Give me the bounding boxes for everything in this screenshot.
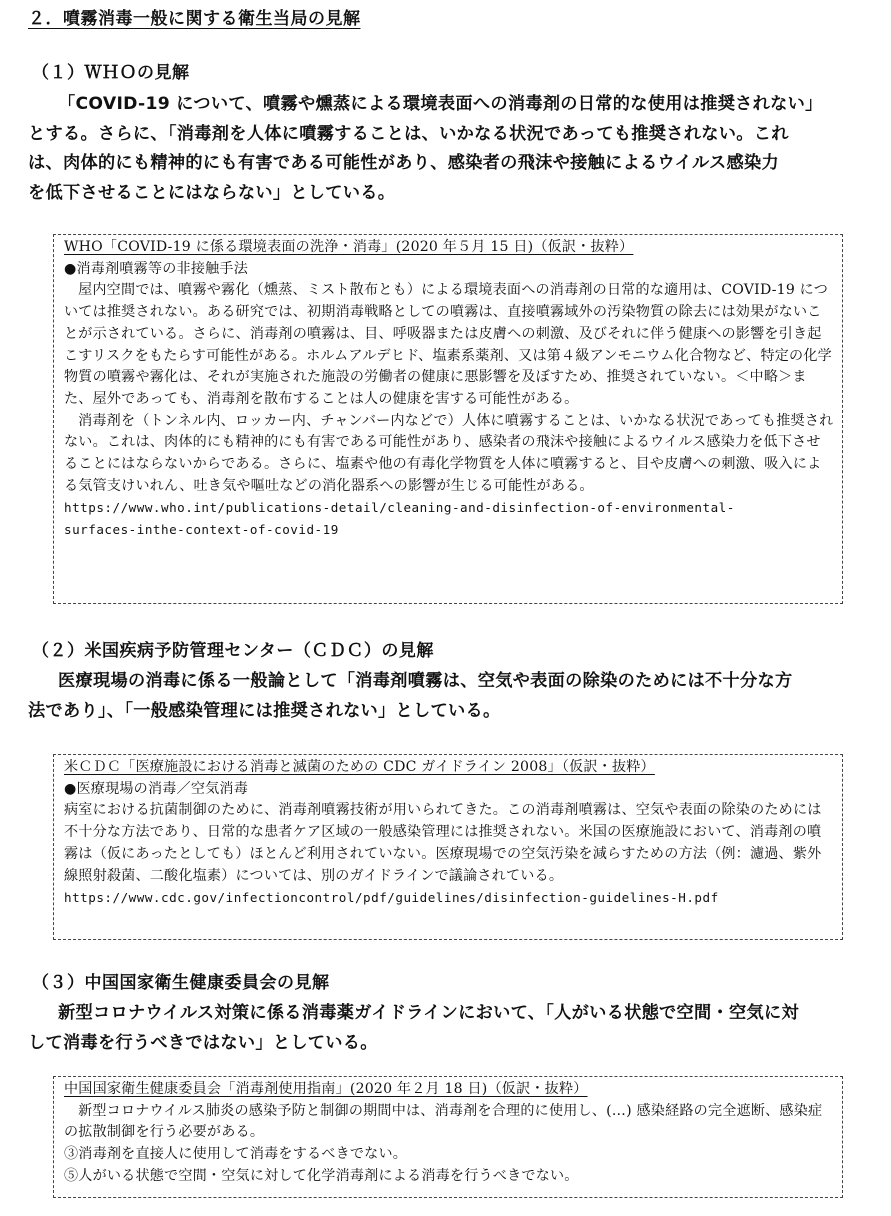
cdc-quote-subheading: ●医療現場の消毒／空気消毒 xyxy=(64,780,249,797)
who-paragraph-line-2: とする。さらに、「消毒剤を人体に噴霧することは、いかなる状況であっても推奨されない。これ xyxy=(28,123,789,144)
who-quote-url-line-2: surfaces-inthe-context-of-covid-19 xyxy=(64,522,339,538)
who-quote-url-line-1: https://www.who.int/publications-detail/cleaning-and-disinfection-of-environmental- xyxy=(64,500,735,516)
china-heading: （３）中国国家衛生健康委員会の見解 xyxy=(32,973,330,993)
who-heading: （１）ＷＨＯの見解 xyxy=(32,63,190,83)
section-title: 噴霧消毒一般に関する衛生当局の見解 xyxy=(63,9,361,29)
who-quote-subheading: ●消毒剤噴霧等の非接触手法 xyxy=(64,260,249,277)
china-quote-para-1: 新型コロナウイルス肺炎の感染予防と制御の期間中は、消毒剤を合理的に使用し、(…) 感染経路の完全遮断、感染症の拡散制御を行う必要がある。 xyxy=(64,1102,823,1141)
china-paragraph xyxy=(28,999,868,1058)
china-paragraph-line-1: 新型コロナウイルス対策に係る消毒薬ガイドラインにおいて、「人がいる状態で空間・空気に対 xyxy=(58,1003,799,1023)
china-quote-item-3: ③消毒剤を直接人に使用して消毒をするべきでない。 xyxy=(64,1146,408,1163)
cdc-quote-title: 米ＣＤＣ「医療施設における消毒と滅菌のための CDC ガイドライン 2008」（仮訳・抜粋） xyxy=(64,759,655,775)
cdc-quote-box xyxy=(53,754,843,940)
section-heading xyxy=(28,8,361,30)
who-paragraph xyxy=(28,90,868,208)
cdc-paragraph xyxy=(28,667,868,726)
cdc-quote-url: https://www.cdc.gov/infectioncontrol/pdf/guidelines/disinfection-guidelines-H.pdf xyxy=(64,890,719,906)
cdc-paragraph-line-2: 法であり」、「一般感染管理には推奨されない」としている。 xyxy=(28,700,501,721)
cdc-heading: （２）米国疾病予防管理センター（ＣＤＣ）の見解 xyxy=(32,641,434,661)
who-quote-box xyxy=(53,234,843,604)
who-paragraph-line-4: を低下させることにはならない」としている。 xyxy=(28,182,396,203)
who-quote-para-1: 屋内空間では、噴霧や霧化（燻蒸、ミスト散布とも）による環境表面への消毒剤の日常的な適用は、COVID-19 については推奨されない。ある研究では、初期消毒戦略としての噴霧は、直接噴霧域外の汚染物質の除去には効果がないことが示されている。さらに、消毒剤の噴霧は、目、呼吸器または皮膚への刺激、及びそれに伴う健康への影響を引き起こすリスクをもたらす可能性がある。ホルムアルデヒド、塩素系薬剤、又は第４級アンモニウム化合物など、特定の化学物質の噴霧や霧化は、それが実施された施設の労働者の健康に悪影響を及ぼすため、推奨されていない。＜中略＞また、屋外であっても、消毒剤を散布することは人の健康を害する可能性がある。 xyxy=(64,282,832,407)
china-quote-item-5: ⑤人がいる状態で空間・空気に対して化学消毒剤による消毒を行うべきでない。 xyxy=(64,1167,579,1184)
section-number: ２． xyxy=(28,9,63,29)
who-quote-title: WHO「COVID-19 に係る環境表面の洗浄・消毒」(2020 年５月 15 日)（仮訳・抜粋） xyxy=(64,239,634,255)
who-quote-para-2: 消毒剤を（トンネル内、ロッカー内、チャンバー内などで）人体に噴霧することは、いかなる状況であっても推奨されない。これは、肉体的にも精神的にも有害である可能性があり、感染者の飛沫や接触によるウイルス感染力を低下させることにはならないからである。さらに、塩素や他の有毒化学物質を人体に噴霧すると、目や皮膚への刺激、吸入による気管支けいれん、吐き気や嘔吐などの消化器系への影響が生じる可能性がある。 xyxy=(64,412,834,494)
cdc-quote-para-1: 病室における抗菌制御のために、消毒剤噴霧技術が用いられてきた。この消毒剤噴霧は、空気や表面の除染のためには不十分な方法であり、日常的な患者ケア区域の一般感染管理には推奨されない。米国の医療施設において、消毒剤の噴霧は（仮にあったとしても）ほとんど利用されていない。医療現場での空気汚染を減らすための方法（例：濾過、紫外線照射殺菌、二酸化塩素）については、別のガイドラインで議論されている。 xyxy=(64,802,822,884)
china-paragraph-line-2: して消毒を行うべきではない」としている。 xyxy=(28,1032,378,1053)
china-quote-box xyxy=(53,1076,843,1198)
china-quote-title: 中国国家衛生健康委員会「消毒剤使用指南」(2020 年２月 18 日)（仮訳・抜粋） xyxy=(64,1081,588,1097)
who-paragraph-line-1: 「COVID-19 について、噴霧や燻蒸による環境表面への消毒剤の日常的な使用は推奨されない」 xyxy=(58,94,823,114)
cdc-paragraph-line-1: 医療現場の消毒に係る一般論として「消毒剤噴霧は、空気や表面の除染のためには不十分な方 xyxy=(58,671,793,691)
who-paragraph-line-3: は、肉体的にも精神的にも有害である可能性があり、感染者の飛沫や接触によるウイルス感染力 xyxy=(28,153,779,173)
